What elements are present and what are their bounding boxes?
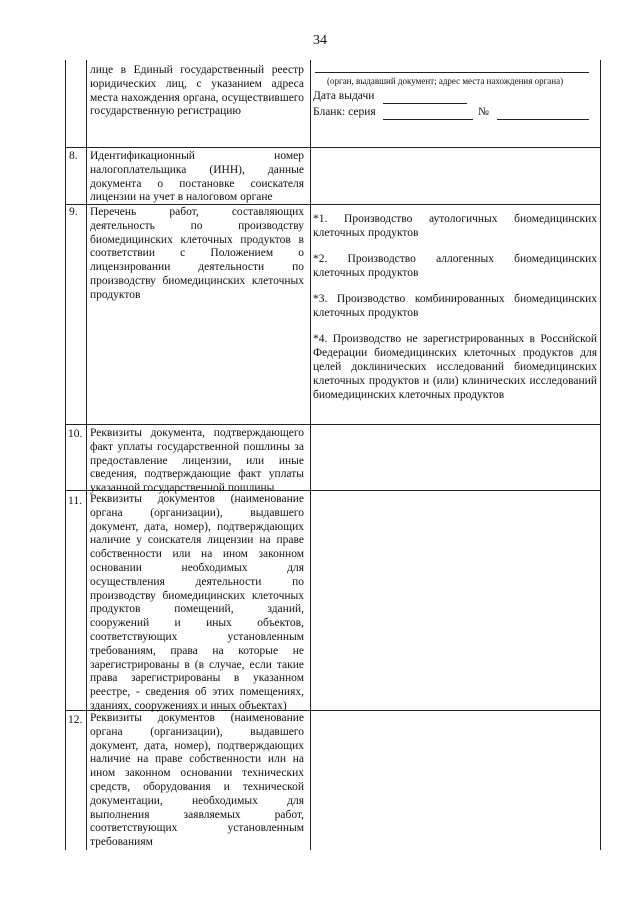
- row-text: Реквизиты документа, подтверждающего факт уплаты государственной пошлины за предоставление лицензии, или иные сведения, подтверждающие факт уплаты указанной государственной пошлины: [90, 427, 304, 495]
- work-item: *1. Производство аутологичных биомедицинских клеточных продуктов: [313, 213, 597, 239]
- form-series-field[interactable]: [383, 119, 473, 120]
- row-number: 9.: [69, 206, 78, 218]
- table-left-border: [65, 60, 66, 850]
- row-divider: [65, 147, 601, 148]
- row-number: 12.: [68, 714, 83, 726]
- page-number: 34: [313, 33, 327, 48]
- row-number: 8.: [69, 150, 78, 162]
- row-text: Перечень работ, составляющих деятельность по производству биомедицинских клеточных продуктов в соответствии с Положением о лицензировании деятельности по производству биомедицинских клеточных продуктов: [90, 206, 304, 301]
- work-item: *2. Производство аллогенных биомедицинских клеточных продуктов: [313, 253, 597, 279]
- row-number: 11.: [68, 495, 82, 507]
- table-right-border: [600, 60, 601, 850]
- form-number-field[interactable]: [497, 119, 589, 120]
- issue-date-field[interactable]: [383, 103, 467, 104]
- work-item: *3. Производство комбинированных биомедицинских клеточных продуктов: [313, 293, 597, 319]
- number-column-divider: [86, 60, 87, 850]
- form-series-label: Бланк: серия: [313, 106, 376, 118]
- works-list: [313, 212, 597, 402]
- value-column-divider: [310, 60, 311, 850]
- row-divider: [65, 424, 601, 425]
- issue-date-label: Дата выдачи: [313, 90, 375, 102]
- work-item: *4. Производство не зарегистрированных в Российской Федерации биомедицинских клеточных продуктов для целей доклинических исследований биомедицинских клеточных продуктов и (или) клинических исследований биомедицинских клеточных продуктов: [313, 333, 597, 401]
- row-text: Реквизиты документов (наименование органа (организации), выдавшего документ, дата, номер), подтверждающих наличие на праве собственности или на ином законном основании технических средств, оборудования и технической документации, необходимых для выполнения заявляемых работ, соответствующих установленным требованиям: [90, 712, 304, 849]
- issuer-caption: (орган, выдавший документ; адрес места нахождения органа): [327, 76, 564, 86]
- application-table: [65, 60, 601, 850]
- row-text: Идентификационный номер налогоплательщика (ИНН), данные документа о постановке соискателя лицензии на учет в налоговом органе: [90, 150, 304, 204]
- row-number: 10.: [68, 428, 83, 440]
- form-number-label: №: [478, 106, 489, 118]
- row-continuation-text: лице в Единый государственный реестр юридических лиц, с указанием адреса места нахождения органа, осуществившего государственную регистрацию: [90, 64, 304, 118]
- issuer-underline: [315, 72, 589, 73]
- row-text: Реквизиты документов (наименование органа (организации), выдавшего документ, дата, номер), подтверждающих наличие у соискателя лицензии на праве собственности или на ином законном основании необходимых для осуществления деятельности по производству биомедицинских клеточных продуктов помещений, зданий, сооружений и иных объектов, соответствующих установленным требованиям, права на которые не зарегистрированы в (в случае, если такие права зарегистрированы в указанном реестре, - сведения об этих помещениях, зданиях, сооружениях и иных объектах): [90, 493, 304, 712]
